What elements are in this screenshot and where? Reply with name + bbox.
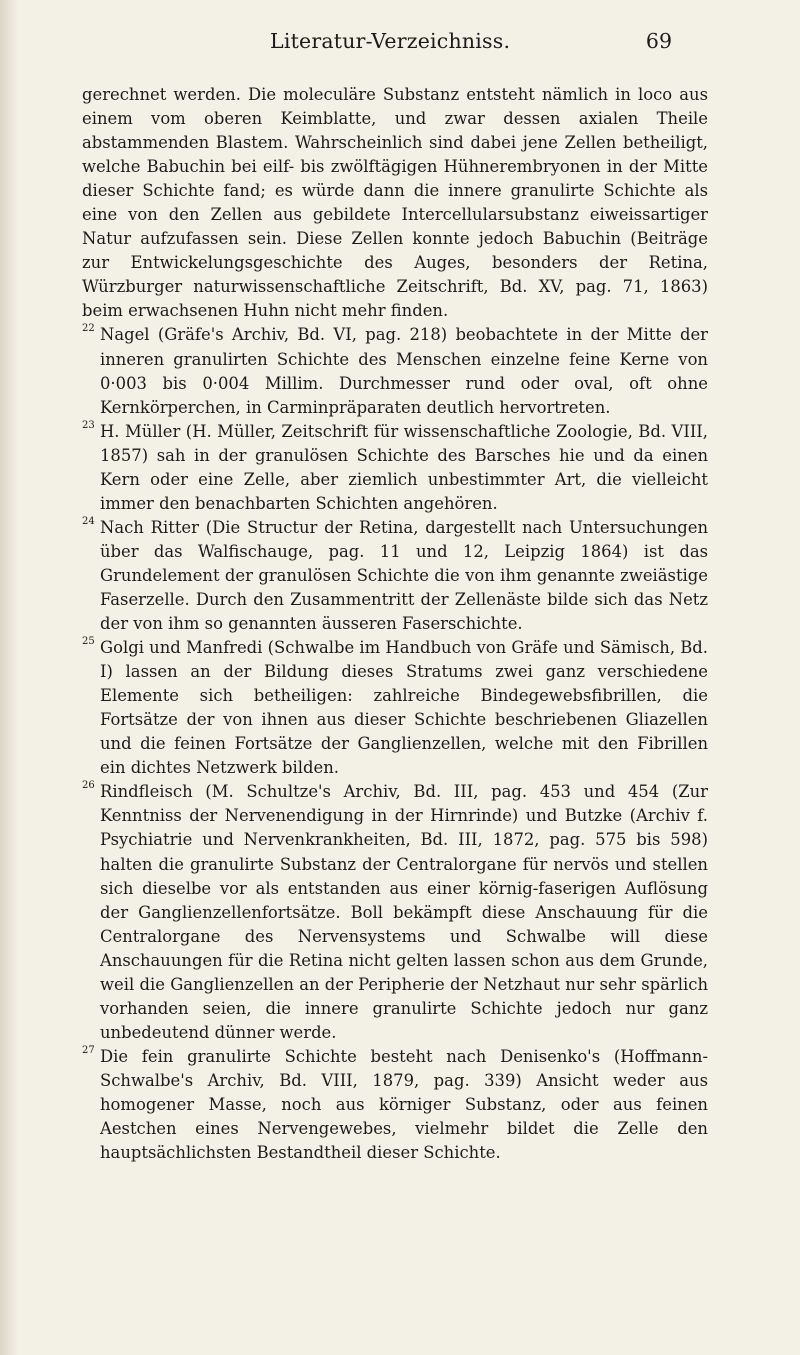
footnote-number: 26 [82,780,95,792]
footnote-number: 24 [82,515,95,527]
page-number: 69 [645,29,672,53]
footnote-text: Golgi und Manfredi (Schwalbe im Handbuch von Gräfe und Sämisch, Bd. I) lassen an der Bildung dieses Stratums zwei ganz verschiedene Elemente sich betheiligen: zahlreiche Bindegewebsfibrillen, die Fortsätze der von ihnen aus dieser Schichte beschriebenen Gliazellen und die feinen Fortsätze der Ganglienzellen, welche mit den Fibrillen ein dichtes Netzwerk bilden. [100,638,708,778]
footnote-number: 25 [82,636,95,648]
footnote-number: 23 [82,419,95,431]
footnote-text: Rindfleisch (M. Schultze's Archiv, Bd. III, pag. 453 und 454 (Zur Kenntniss der Nervenendigung in der Hirnrinde) und Butzke (Archiv f. Psychiatrie und Nervenkrankheiten, Bd. III, 1872, pag. 575 bis 598) halten die granulirte Substanz der Centralorgane für nervös und stellen sich dieselbe vor als entstanden aus einer körnig-faserigen Auflösung der Ganglienzellenfortsätze. Boll bekämpft diese Anschauung für die Centralorgane des Nervensystems und Schwalbe will diese Anschauungen für die Retina nicht gelten lassen schon aus dem Grunde, weil die Ganglienzellen an der Peripherie der Netzhaut nur sehr spärlich vorhanden seien, die innere granulirte Schichte jedoch nur ganz unbedeutend dünner werde. [100,782,708,1042]
footnote-27 [82,1045,708,1165]
footnote-text: Nagel (Gräfe's Archiv, Bd. VI, pag. 218) beobachtete in der Mitte der inneren granulirten Schichte des Menschen einzelne feine Kerne von 0·003 bis 0·004 Millim. Durchmesser rund oder oval, oft ohne Kernkörperchen, in Carminpräparaten deutlich hervortreten. [100,325,708,417]
footnote-text: H. Müller (H. Müller, Zeitschrift für wissenschaftliche Zoologie, Bd. VIII, 1857) sah in der granulösen Schichte des Barsches hie und da einen Kern oder eine Zelle, aber ziemlich unbestimmter Art, die vielleicht immer den benachbarten Schichten angehören. [100,421,708,513]
footnote-24 [82,516,708,636]
footnote-23 [82,420,708,516]
footnote-number: 27 [82,1044,95,1056]
footnote-26 [82,780,708,1045]
running-head: Literatur-Verzeichniss. [270,29,511,53]
footnote-22 [82,323,708,419]
footnote-text: Nach Ritter (Die Structur der Retina, dargestellt nach Untersuchungen über das Walfischauge, pag. 11 und 12, Leipzig 1864) ist das Grundelement der granulösen Schichte die von ihm genannte zweiästige Faserzelle. Durch den Zusammentritt der Zellenäste bilde sich das Netz der von ihm so genannten äusseren Faserschichte. [100,517,708,634]
body-text [82,83,708,1323]
continued-paragraph: gerechnet werden. Die moleculäre Substanz entsteht nämlich in loco aus einem vom oberen Keimblatte, und zwar dessen axialen Theile abstammenden Blastem. Wahrscheinlich sind dabei jene Zellen betheiligt, welche Babuchin bei eilf- bis zwölftägigen Hühnerembryonen in der Mitte dieser Schichte fand; es würde dann die innere granulirte Schichte als eine von den Zellen aus gebildete Intercellularsubstanz eiweissartiger Natur aufzufassen sein. Diese Zellen konnte jedoch Babuchin (Beiträge zur Entwickelungsgeschichte des Auges, besonders der Retina, Würzburger naturwissenschaftliche Zeitschrift, Bd. XV, pag. 71, 1863) beim erwachsenen Huhn nicht mehr finden. [82,85,708,321]
footnote-text: Die fein granulirte Schichte besteht nach Denisenko's (Hoffmann-Schwalbe's Archiv, Bd. VIII, 1879, pag. 339) Ansicht weder aus homogener Masse, noch aus körniger Substanz, oder aus feinen Aestchen eines Nervengewebes, vielmehr bildet die Zelle den hauptsächlichsten Bestandtheil dieser Schichte. [100,1046,708,1163]
footnote-number: 22 [82,323,95,335]
footnote-25 [82,636,708,780]
page-binding-shadow [0,0,18,1355]
